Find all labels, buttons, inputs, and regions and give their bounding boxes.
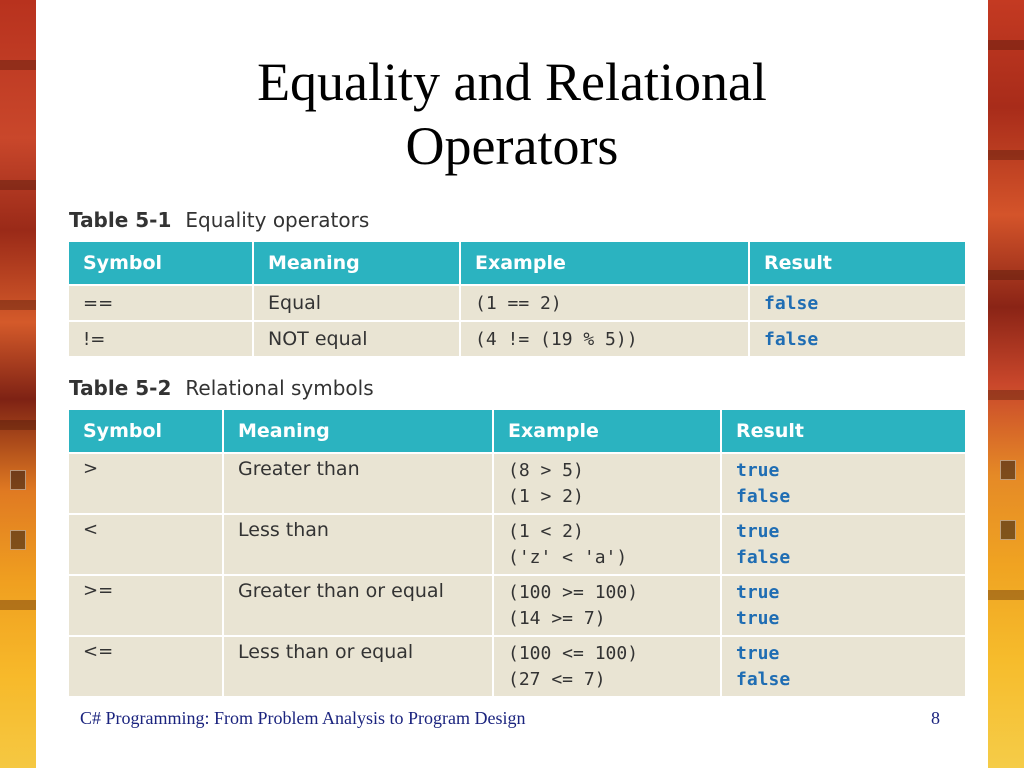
table1-number: Table 5-1 — [69, 208, 172, 232]
result-line-1: true — [736, 460, 780, 481]
table-row — [69, 636, 965, 696]
meaning-cell: Greater than or equal — [223, 575, 493, 636]
example-line-1: (100 <= 100) — [508, 643, 639, 664]
example-cell — [493, 636, 721, 696]
table2-number: Table 5-2 — [69, 376, 172, 400]
table1-caption-text: Equality operators — [185, 208, 370, 232]
left-decorative-photo-strip — [0, 0, 36, 768]
relational-symbols-table — [69, 410, 965, 696]
right-decorative-photo-strip — [988, 0, 1024, 768]
header-example: Example — [460, 242, 749, 285]
meaning-cell: NOT equal — [253, 321, 460, 356]
symbol-cell: <= — [69, 636, 223, 696]
slide-footer: C# Programming: From Problem Analysis to Program Design — [80, 708, 526, 728]
table-row — [69, 514, 965, 575]
result-cell — [721, 636, 965, 696]
example-line-1: (1 < 2) — [508, 521, 584, 542]
table-header-row — [69, 410, 965, 453]
header-result: Result — [721, 410, 965, 453]
result-line-1: true — [736, 582, 780, 603]
header-example: Example — [493, 410, 721, 453]
example-line-1: (100 >= 100) — [508, 582, 639, 603]
example-cell — [493, 514, 721, 575]
example-cell: (4 != (19 % 5)) — [460, 321, 749, 356]
table2-caption — [69, 376, 374, 400]
symbol-cell: != — [69, 321, 253, 356]
result-line-2: false — [736, 486, 791, 507]
table-row — [69, 321, 965, 356]
table2-caption-text: Relational symbols — [185, 376, 374, 400]
result-cell — [721, 514, 965, 575]
example-line-2: (14 >= 7) — [508, 608, 606, 629]
table-row — [69, 575, 965, 636]
table-header-row — [69, 242, 965, 285]
slide-title — [60, 50, 964, 178]
result-cell: false — [749, 285, 965, 321]
slide-title-line-1: Equality and Relational — [257, 52, 767, 112]
result-line-2: false — [736, 547, 791, 568]
header-meaning: Meaning — [223, 410, 493, 453]
table-row — [69, 285, 965, 321]
example-cell — [493, 575, 721, 636]
example-line-2: (1 > 2) — [508, 486, 584, 507]
header-symbol: Symbol — [69, 242, 253, 285]
slide-title-line-2: Operators — [405, 116, 619, 176]
result-line-1: true — [736, 521, 780, 542]
example-line-2: ('z' < 'a') — [508, 547, 628, 568]
header-result: Result — [749, 242, 965, 285]
result-cell — [721, 575, 965, 636]
meaning-cell: Greater than — [223, 453, 493, 514]
meaning-cell: Less than or equal — [223, 636, 493, 696]
example-line-2: (27 <= 7) — [508, 669, 606, 690]
result-cell — [721, 453, 965, 514]
result-line-1: true — [736, 643, 780, 664]
result-line-2: false — [736, 669, 791, 690]
header-meaning: Meaning — [253, 242, 460, 285]
symbol-cell: == — [69, 285, 253, 321]
table1-caption — [69, 208, 369, 232]
result-cell: false — [749, 321, 965, 356]
meaning-cell: Equal — [253, 285, 460, 321]
meaning-cell: Less than — [223, 514, 493, 575]
example-line-1: (8 > 5) — [508, 460, 584, 481]
page-number: 8 — [931, 708, 940, 728]
result-line-2: true — [736, 608, 780, 629]
symbol-cell: > — [69, 453, 223, 514]
table-row — [69, 453, 965, 514]
example-cell — [493, 453, 721, 514]
example-cell: (1 == 2) — [460, 285, 749, 321]
header-symbol: Symbol — [69, 410, 223, 453]
symbol-cell: < — [69, 514, 223, 575]
symbol-cell: >= — [69, 575, 223, 636]
equality-operators-table — [69, 242, 965, 356]
